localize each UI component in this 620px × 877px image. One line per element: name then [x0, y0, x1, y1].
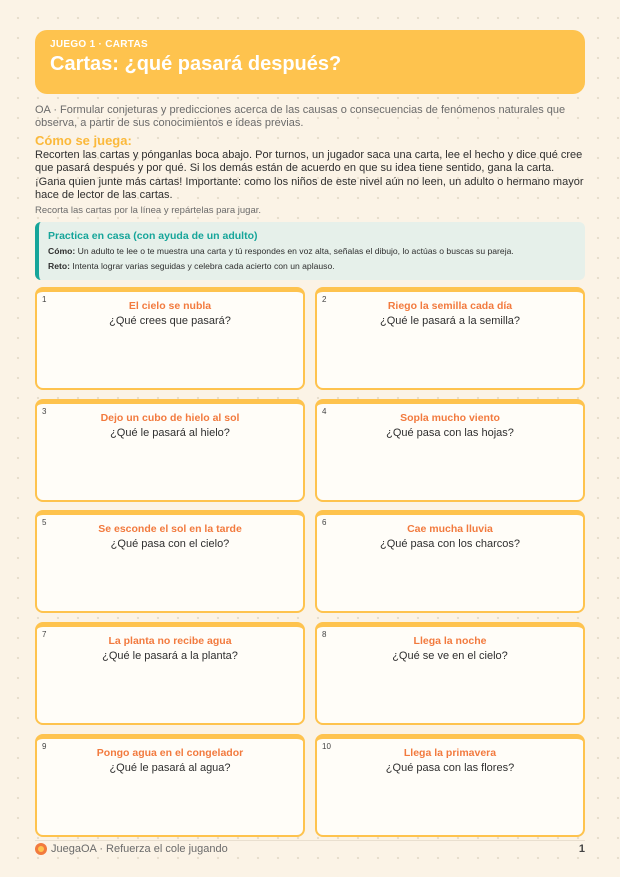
card-5 — [35, 510, 305, 613]
footer-divider — [35, 840, 585, 841]
card-2 — [315, 287, 585, 390]
practice-challenge-text: Intenta lograr varias seguidas y celebra cada acierto con un aplauso. — [72, 261, 335, 271]
card-8 — [315, 622, 585, 725]
cut-note: Recorta las cartas por la línea y repártelas para jugar. — [35, 205, 262, 216]
card-3 — [35, 399, 305, 502]
card-question: ¿Qué le pasará al hielo? — [110, 427, 230, 439]
card-number: 9 — [42, 742, 47, 751]
card-title: Llega la noche — [413, 635, 487, 647]
page-number: 1 — [578, 843, 585, 855]
game-kicker: JUEGO 1 · CARTAS — [50, 39, 148, 50]
card-title: Llega la primavera — [403, 747, 497, 759]
learning-objective: OA · Formular conjeturas y predicciones acerca de las causas o consecuencias de fenómenos naturales que observa, a partir de sus conocimientos e ideas previas. — [35, 104, 566, 129]
card-title: Se esconde el sol en la tarde — [98, 523, 242, 535]
card-number: 3 — [42, 407, 47, 416]
footer-brand: JuegaOA · Refuerza el cole jugando — [51, 843, 228, 855]
card-number: 1 — [42, 295, 47, 304]
card-1 — [35, 287, 305, 390]
card-number: 8 — [322, 630, 327, 639]
target-logo-icon — [35, 843, 47, 855]
card-title: La planta no recibe agua — [108, 635, 232, 647]
card-question: ¿Qué le pasará a la planta? — [102, 650, 238, 662]
card-question: ¿Qué pasa con el cielo? — [110, 538, 230, 550]
card-number: 6 — [322, 518, 327, 527]
practice-box — [35, 222, 585, 280]
practice-challenge-label: Reto: — [48, 261, 70, 271]
card-number: 7 — [42, 630, 47, 639]
practice-challenge-line — [48, 261, 335, 271]
card-title: Cae mucha lluvia — [407, 523, 493, 535]
card-question: ¿Qué se ve en el cielo? — [392, 650, 508, 662]
how-to-heading: Cómo se juega: — [35, 133, 132, 148]
card-question: ¿Qué crees que pasará? — [109, 315, 231, 327]
card-question: ¿Qué pasa con las flores? — [385, 762, 515, 774]
header-banner — [35, 30, 585, 94]
practice-how-line — [48, 246, 514, 256]
card-9 — [35, 734, 305, 837]
card-number: 10 — [322, 742, 331, 751]
practice-how-text: Un adulto te lee o te muestra una carta y tú respondes en voz alta, señalas el dibujo, lo actúas o buscas su pareja. — [77, 246, 514, 256]
card-number: 4 — [322, 407, 327, 416]
card-4 — [315, 399, 585, 502]
card-number: 5 — [42, 518, 47, 527]
card-title: Pongo agua en el congelador — [96, 747, 244, 759]
card-question: ¿Qué pasa con las hojas? — [386, 427, 514, 439]
card-title: Sopla mucho viento — [400, 412, 500, 424]
card-title: Dejo un cubo de hielo al sol — [100, 412, 240, 424]
card-7 — [35, 622, 305, 725]
page-title: Cartas: ¿qué pasará después? — [50, 53, 342, 75]
card-question: ¿Qué le pasará al agua? — [109, 762, 231, 774]
how-to-text: Recorten las cartas y pónganlas boca abajo. Por turnos, un jugador saca una carta, lee el hecho y dice qué cree que pasará después y por qué. Si los demás están de acuerdo en que su idea tiene sentido, gana la carta. ¡Gana quien junte más cartas! Importante: como los niños de este nivel aún no leen, un adulto o hermano mayor hace de lector de las cartas. — [35, 149, 584, 202]
card-6 — [315, 510, 585, 613]
card-number: 2 — [322, 295, 327, 304]
card-title: Riego la semilla cada día — [387, 300, 513, 312]
practice-heading: Practica en casa (con ayuda de un adulto) — [48, 230, 258, 242]
practice-how-label: Cómo: — [48, 246, 76, 256]
card-10 — [315, 734, 585, 837]
card-question: ¿Qué le pasará a la semilla? — [379, 315, 520, 327]
card-title: El cielo se nubla — [128, 300, 212, 312]
card-question: ¿Qué pasa con los charcos? — [379, 538, 521, 550]
